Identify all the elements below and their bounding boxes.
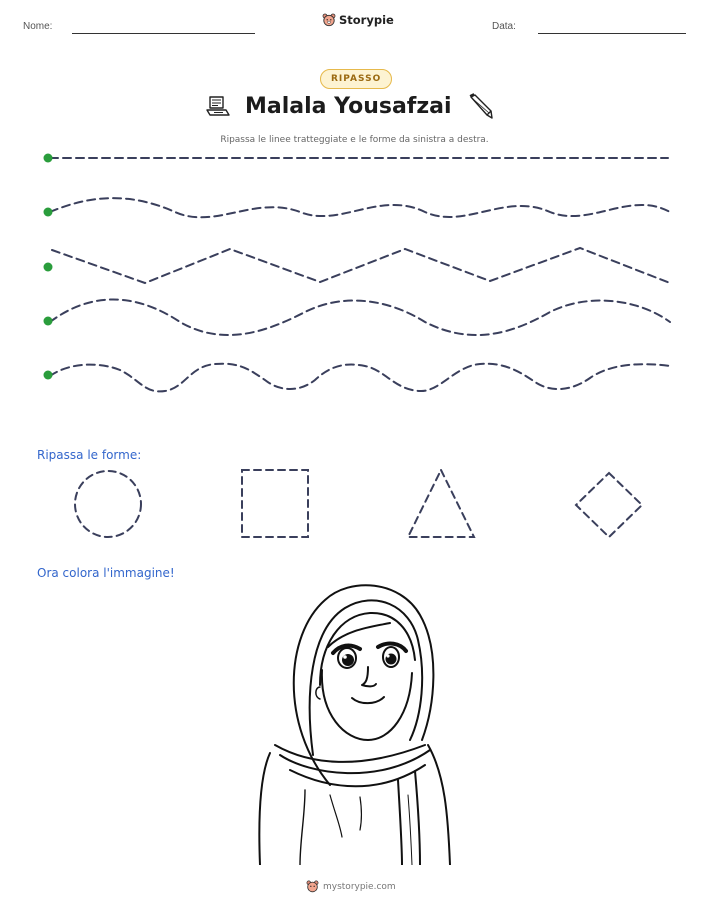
brand-logo	[322, 13, 394, 27]
bear-logo-icon	[306, 880, 319, 893]
loop-wave-trace-line	[50, 364, 670, 392]
footer-url[interactable]: mystorypie.com	[323, 881, 396, 892]
circle-trace-shape	[75, 471, 141, 537]
shapes-label: Ripassa le forme:	[37, 448, 142, 462]
diamond-trace-shape	[576, 473, 642, 537]
coloring-label: Ora colora l'immagine!	[37, 566, 175, 580]
date-line[interactable]	[538, 33, 686, 34]
long-wave-trace-line	[50, 300, 670, 336]
start-dot	[44, 263, 53, 272]
pencil-icon	[466, 92, 494, 120]
tracing-lines[interactable]	[0, 140, 709, 400]
start-dot	[44, 154, 53, 163]
instructions: Ripassa le linee tratteggiate e le forme da sinistra a destra.	[220, 135, 489, 145]
title-row	[205, 92, 494, 120]
wave-trace-line	[50, 198, 670, 217]
name-line[interactable]	[72, 33, 255, 34]
footer	[306, 880, 396, 893]
date-label: Data:	[492, 21, 516, 32]
triangle-trace-shape	[408, 470, 474, 537]
name-label: Nome:	[23, 21, 53, 32]
brand-name: Storypie	[339, 13, 394, 27]
start-dot	[44, 371, 53, 380]
square-trace-shape	[242, 470, 308, 537]
start-dot	[44, 317, 53, 326]
laptop-icon	[205, 94, 231, 118]
zigzag-trace-line	[52, 248, 670, 283]
bear-logo-icon	[322, 13, 336, 27]
malala-coloring-illustration[interactable]	[250, 575, 460, 865]
start-dot	[44, 208, 53, 217]
review-badge: RIPASSO	[320, 69, 392, 89]
tracing-shapes[interactable]	[0, 462, 709, 547]
page-title: Malala Yousafzai	[245, 93, 452, 119]
